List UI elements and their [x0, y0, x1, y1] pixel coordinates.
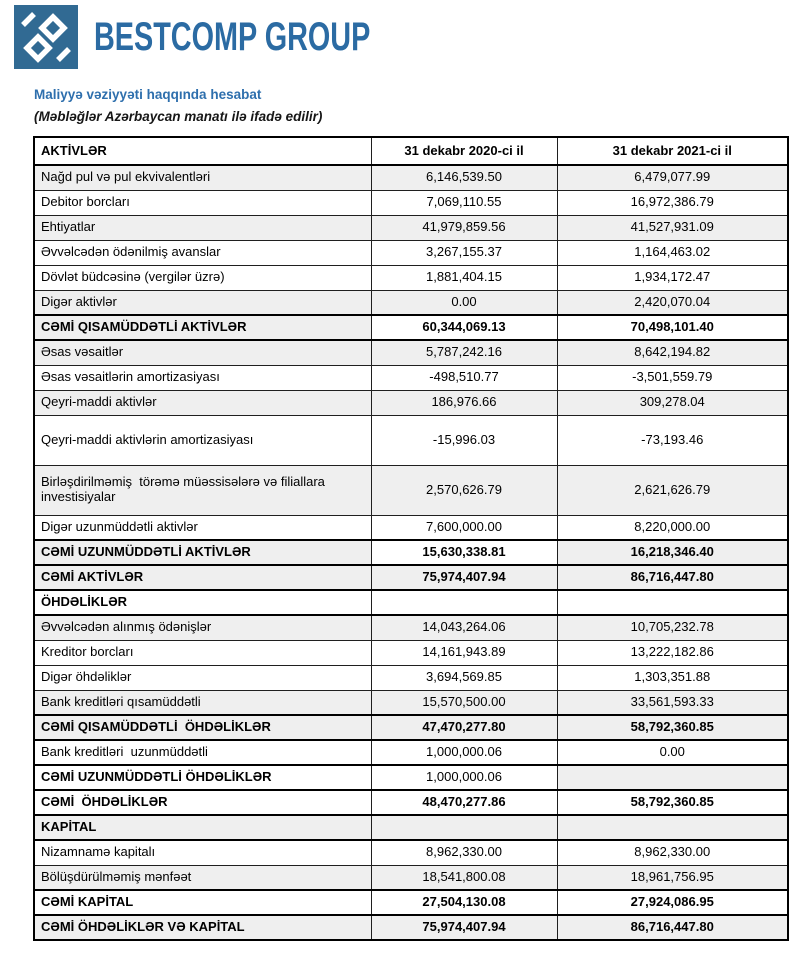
value-2021: 309,278.04 [557, 390, 788, 415]
table-row [34, 290, 788, 315]
row-label: Kreditor borcları [34, 640, 371, 665]
row-label: CƏMİ UZUNMÜDDƏTLİ AKTİVLƏR [34, 540, 371, 565]
value-2021: 1,303,351.88 [557, 665, 788, 690]
value-2021: 58,792,360.85 [557, 715, 788, 740]
row-label: Digər öhdəliklər [34, 665, 371, 690]
table-row [34, 190, 788, 215]
value-2020: 186,976.66 [371, 390, 557, 415]
value-2020: 0.00 [371, 290, 557, 315]
row-label: Əvvəlcədən alınmış ödənişlər [34, 615, 371, 640]
value-2020: 5,787,242.16 [371, 340, 557, 365]
value-2020 [371, 815, 557, 840]
table-row [34, 240, 788, 265]
value-2020: 60,344,069.13 [371, 315, 557, 340]
table-row [34, 690, 788, 715]
row-label: Dövlət büdcəsinə (vergilər üzrə) [34, 265, 371, 290]
row-label: Bölüşdürülməmiş mənfəət [34, 865, 371, 890]
table-row [34, 340, 788, 365]
table-row [34, 640, 788, 665]
report-title: Maliyyə vəziyyəti haqqında hesabat [34, 87, 262, 102]
table-row [34, 665, 788, 690]
report-subtitle: (Məbləğlər Azərbaycan manatı ilə ifadə edilir) [34, 109, 323, 124]
value-2020: 1,881,404.15 [371, 265, 557, 290]
table-row [34, 740, 788, 765]
value-2020: -498,510.77 [371, 365, 557, 390]
table-row [34, 865, 788, 890]
row-label: Əsas vəsaitlərin amortizasiyası [34, 365, 371, 390]
value-2021 [557, 590, 788, 615]
table-row [34, 890, 788, 915]
table-row [34, 915, 788, 940]
table-row [34, 365, 788, 390]
value-2021 [557, 765, 788, 790]
row-label: CƏMİ QISAMÜDDƏTLİ ÖHDƏLİKLƏR [34, 715, 371, 740]
value-2021: 16,218,346.40 [557, 540, 788, 565]
table-row [34, 165, 788, 190]
column-header-assets: AKTİVLƏR [34, 137, 371, 165]
value-2021: 27,924,086.95 [557, 890, 788, 915]
row-label: Bank kreditləri uzunmüddətli [34, 740, 371, 765]
value-2020: 14,043,264.06 [371, 615, 557, 640]
value-2020: 15,630,338.81 [371, 540, 557, 565]
value-2021: 1,164,463.02 [557, 240, 788, 265]
brand-name: BESTCOMP GROUP [94, 14, 371, 59]
value-2021: 41,527,931.09 [557, 215, 788, 240]
value-2021: 70,498,101.40 [557, 315, 788, 340]
row-label: KAPİTAL [34, 815, 371, 840]
value-2020: 41,979,859.56 [371, 215, 557, 240]
row-label: Nizamnamə kapitalı [34, 840, 371, 865]
table-row [34, 715, 788, 740]
table-row [34, 615, 788, 640]
table-row [34, 315, 788, 340]
value-2021: 1,934,172.47 [557, 265, 788, 290]
value-2021: 86,716,447.80 [557, 565, 788, 590]
row-label: Digər aktivlər [34, 290, 371, 315]
table-row [34, 265, 788, 290]
value-2021: 33,561,593.33 [557, 690, 788, 715]
row-label: Birləşdirilməmiş törəmə müəssisələrə və filiallara investisiyalar [34, 465, 371, 515]
value-2020: 2,570,626.79 [371, 465, 557, 515]
value-2021: 18,961,756.95 [557, 865, 788, 890]
row-label: CƏMİ ÖHDƏLİKLƏR VƏ KAPİTAL [34, 915, 371, 940]
value-2021: -3,501,559.79 [557, 365, 788, 390]
table-row [34, 415, 788, 465]
row-label: Debitor borcları [34, 190, 371, 215]
row-label: Əsas vəsaitlər [34, 340, 371, 365]
row-label: CƏMİ ÖHDƏLİKLƏR [34, 790, 371, 815]
value-2021: 2,621,626.79 [557, 465, 788, 515]
value-2021: 8,642,194.82 [557, 340, 788, 365]
table-row [34, 390, 788, 415]
table-row [34, 540, 788, 565]
table-header-row [34, 137, 788, 165]
row-label: Qeyri-maddi aktivlər [34, 390, 371, 415]
value-2021: 0.00 [557, 740, 788, 765]
row-label: Ehtiyatlar [34, 215, 371, 240]
column-header-2020: 31 dekabr 2020-ci il [371, 137, 557, 165]
value-2020: 75,974,407.94 [371, 915, 557, 940]
table-row [34, 515, 788, 540]
table-row [34, 590, 788, 615]
balance-table-body [34, 165, 788, 940]
column-header-2021: 31 dekabr 2021-ci il [557, 137, 788, 165]
value-2020: 48,470,277.86 [371, 790, 557, 815]
value-2020: 7,600,000.00 [371, 515, 557, 540]
value-2020: 18,541,800.08 [371, 865, 557, 890]
value-2020: 47,470,277.80 [371, 715, 557, 740]
balance-sheet-table [33, 136, 789, 941]
row-label: CƏMİ QISAMÜDDƏTLİ AKTİVLƏR [34, 315, 371, 340]
row-label: Əvvəlcədən ödənilmiş avanslar [34, 240, 371, 265]
value-2020: -15,996.03 [371, 415, 557, 465]
table-row [34, 790, 788, 815]
value-2021: -73,193.46 [557, 415, 788, 465]
value-2020 [371, 590, 557, 615]
value-2021: 2,420,070.04 [557, 290, 788, 315]
value-2020: 14,161,943.89 [371, 640, 557, 665]
row-label: Qeyri-maddi aktivlərin amortizasiyası [34, 415, 371, 465]
value-2021: 6,479,077.99 [557, 165, 788, 190]
value-2020: 1,000,000.06 [371, 740, 557, 765]
table-row [34, 215, 788, 240]
value-2021: 8,220,000.00 [557, 515, 788, 540]
bestcomp-logo-icon [14, 5, 78, 69]
row-label: CƏMİ UZUNMÜDDƏTLİ ÖHDƏLİKLƏR [34, 765, 371, 790]
value-2021: 16,972,386.79 [557, 190, 788, 215]
value-2021: 13,222,182.86 [557, 640, 788, 665]
value-2020: 75,974,407.94 [371, 565, 557, 590]
table-row [34, 815, 788, 840]
value-2021: 58,792,360.85 [557, 790, 788, 815]
row-label: ÖHDƏLİKLƏR [34, 590, 371, 615]
page-header [14, 5, 478, 69]
row-label: Bank kreditləri qısamüddətli [34, 690, 371, 715]
value-2020: 27,504,130.08 [371, 890, 557, 915]
value-2020: 15,570,500.00 [371, 690, 557, 715]
value-2020: 3,267,155.37 [371, 240, 557, 265]
row-label: Nağd pul və pul ekvivalentləri [34, 165, 371, 190]
value-2020: 7,069,110.55 [371, 190, 557, 215]
table-row [34, 565, 788, 590]
value-2020: 8,962,330.00 [371, 840, 557, 865]
value-2021 [557, 815, 788, 840]
row-label: CƏMİ KAPİTAL [34, 890, 371, 915]
value-2020: 1,000,000.06 [371, 765, 557, 790]
value-2021: 86,716,447.80 [557, 915, 788, 940]
value-2021: 8,962,330.00 [557, 840, 788, 865]
value-2020: 6,146,539.50 [371, 165, 557, 190]
value-2021: 10,705,232.78 [557, 615, 788, 640]
table-row [34, 840, 788, 865]
row-label: CƏMİ AKTİVLƏR [34, 565, 371, 590]
table-row [34, 765, 788, 790]
row-label: Digər uzunmüddətli aktivlər [34, 515, 371, 540]
value-2020: 3,694,569.85 [371, 665, 557, 690]
table-row [34, 465, 788, 515]
